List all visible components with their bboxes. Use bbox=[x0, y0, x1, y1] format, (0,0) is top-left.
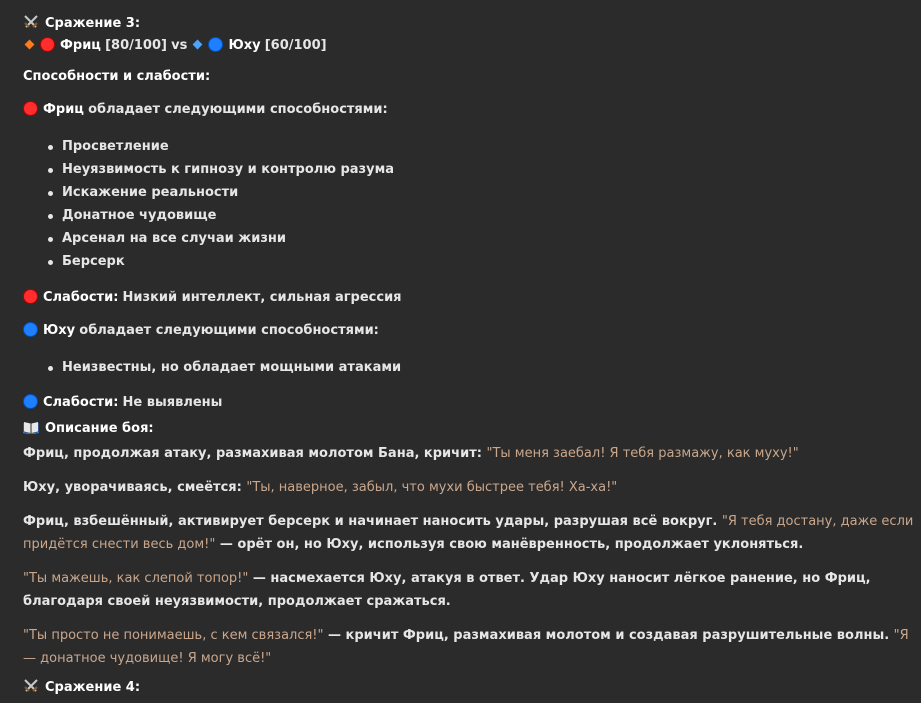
list-item: Арсенал на все случаи жизни bbox=[62, 227, 917, 250]
description-paragraph-2 bbox=[23, 476, 917, 499]
dialogue-quote: "Я тебя достану, даже если придётся снести весь дом!" bbox=[23, 514, 914, 552]
crossed-swords-icon bbox=[23, 678, 39, 694]
fighter1-weakness bbox=[23, 288, 917, 308]
fighter1-abilities-intro bbox=[23, 100, 917, 120]
weakness-label: Слабости: bbox=[43, 290, 119, 305]
abilities-heading-text: Способности и слабости: bbox=[23, 69, 211, 84]
list-item: Неизвестны, но обладает мощными атаками bbox=[62, 356, 917, 379]
narration-text: — насмехается Юху, атакуя в ответ. Удар Юху наносит лёгкое ранение, но Фриц, благодаря своей неуязвимости, продолжает сражаться. bbox=[23, 571, 871, 609]
dialogue-quote: "Я — донатное чудовище! Я могу всё!" bbox=[23, 628, 909, 666]
list-item: Неуязвимость к гипнозу и контролю разума bbox=[62, 158, 917, 181]
dialogue-quote: "Ты просто не понимаешь, с кем связался!" bbox=[23, 628, 324, 643]
description-paragraph-5 bbox=[23, 624, 917, 670]
list-item: Берсерк bbox=[62, 250, 917, 273]
fighter2-name-label: Юху bbox=[43, 323, 76, 338]
narration-text: Фриц, продолжая атаку, размахивая молотом Бана, кричит: bbox=[23, 446, 487, 461]
dialogue-quote: "Ты мажешь, как слепой топор!" bbox=[23, 571, 249, 586]
fighter2-name: Юху bbox=[228, 38, 261, 53]
weakness-text: Не выявлены bbox=[122, 395, 223, 410]
battle-title-line bbox=[23, 14, 917, 34]
fighter2-intro-text: обладает следующими способностями: bbox=[79, 323, 379, 338]
red-circle-icon bbox=[40, 37, 55, 52]
fighter2-abilities-intro bbox=[23, 321, 917, 341]
description-paragraph-4 bbox=[23, 567, 917, 613]
weakness-label: Слабости: bbox=[43, 395, 119, 410]
red-circle-icon bbox=[23, 289, 38, 304]
narration-text: Юху, уворачиваясь, смеётся: bbox=[23, 480, 247, 495]
next-battle-title: Сражение 4: bbox=[45, 680, 141, 695]
dialogue-quote: "Ты меня заебал! Я тебя размажу, как муху!" bbox=[486, 446, 799, 461]
fighter1-intro-text: обладает следующими способностями: bbox=[88, 102, 388, 117]
blue-circle-icon bbox=[23, 322, 38, 337]
weakness-text: Низкий интеллект, сильная агрессия bbox=[122, 290, 402, 305]
battle-title: Сражение 3: bbox=[45, 16, 141, 31]
next-battle-title-line bbox=[23, 678, 917, 698]
fighter2-ability-list bbox=[23, 356, 917, 379]
fighter2-weakness bbox=[23, 393, 917, 413]
orange-diamond-icon bbox=[25, 40, 35, 50]
list-item: Донатное чудовище bbox=[62, 204, 917, 227]
narration-text: — орёт он, но Юху, используя свою манёвренность, продолжает уклоняться. bbox=[215, 537, 804, 552]
narration-text: Фриц, взбешённый, активирует берсерк и начинает наносить удары, разрушая всё вокруг. bbox=[23, 514, 722, 529]
list-item: Искажение реальности bbox=[62, 181, 917, 204]
versus-line bbox=[23, 34, 917, 58]
description-heading-text: Описание боя: bbox=[45, 421, 154, 436]
fighter1-hp: [80/100] bbox=[105, 38, 167, 53]
fighter1-name-label: Фриц bbox=[43, 102, 84, 117]
vs-label: vs bbox=[171, 38, 188, 53]
red-circle-icon bbox=[23, 101, 38, 116]
blue-circle-icon bbox=[23, 394, 38, 409]
list-item: Просветление bbox=[62, 135, 917, 158]
fighter2-hp: [60/100] bbox=[264, 38, 327, 53]
description-paragraph-1 bbox=[23, 442, 917, 465]
blue-diamond-icon bbox=[193, 40, 203, 50]
abilities-heading bbox=[23, 67, 917, 87]
open-book-icon bbox=[23, 420, 39, 434]
dialogue-quote: "Ты, наверное, забыл, что мухи быстрее тебя! Ха-ха!" bbox=[246, 480, 618, 495]
narration-text: — кричит Фриц, размахивая молотом и создавая разрушительные волны. bbox=[323, 628, 894, 643]
blue-circle-icon bbox=[208, 37, 223, 52]
fighter1-name: Фриц bbox=[60, 38, 101, 53]
chat-message bbox=[23, 14, 917, 698]
description-heading bbox=[23, 418, 917, 440]
crossed-swords-icon bbox=[23, 14, 39, 30]
fighter1-ability-list bbox=[23, 135, 917, 273]
description-paragraph-3 bbox=[23, 510, 917, 556]
